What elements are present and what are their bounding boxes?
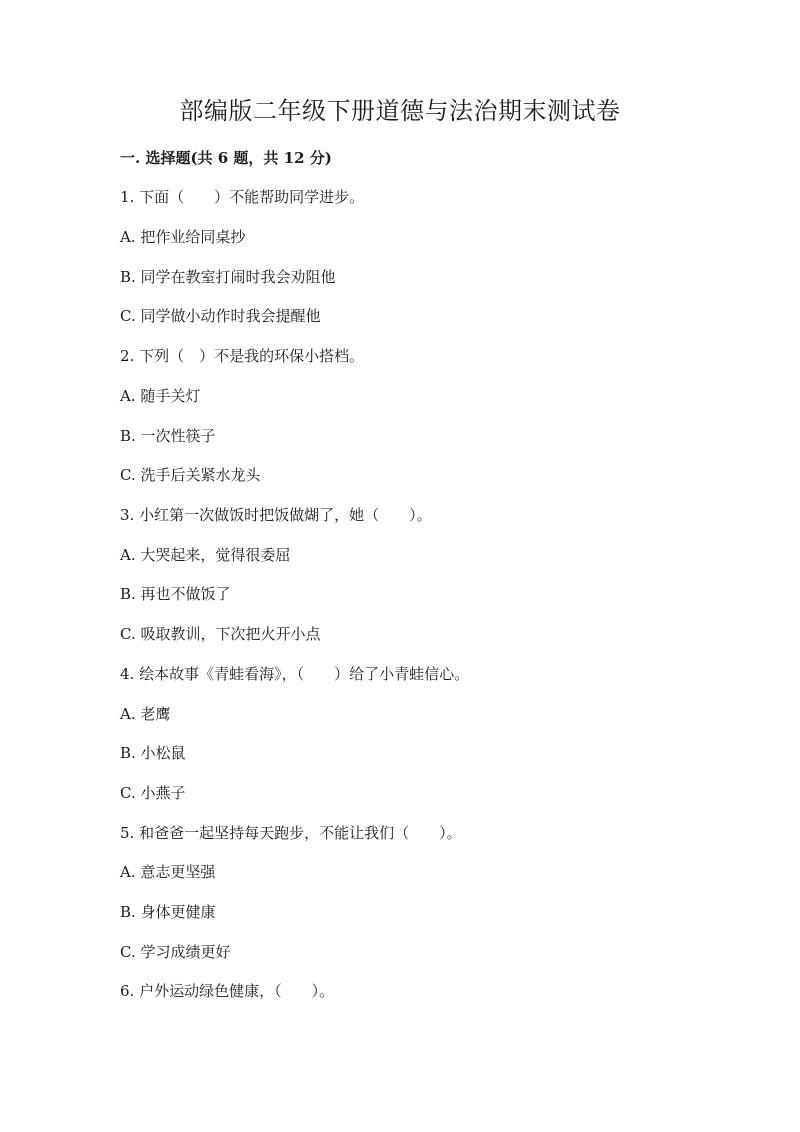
- question-2-option-a: A. 随手关灯: [120, 387, 201, 405]
- question-stem-2: 2. 下列（ ）不是我的环保小搭档。: [120, 347, 365, 365]
- section-header: 一. 选择题(共 6 题，共 12 分): [120, 149, 332, 167]
- question-1-option-b: B. 同学在教室打闹时我会劝阻他: [120, 268, 336, 286]
- question-4-option-a: A. 老鹰: [120, 705, 171, 723]
- question-1-option-a: A. 把作业给同桌抄: [120, 228, 246, 246]
- question-stem-5: 5. 和爸爸一起坚持每天跑步，不能让我们（ ）。: [120, 824, 462, 842]
- question-stem-1: 1. 下面（ ）不能帮助同学进步。: [120, 188, 365, 206]
- question-5-option-c: C. 学习成绩更好: [120, 943, 231, 961]
- question-4-option-c: C. 小燕子: [120, 784, 186, 802]
- question-stem-4: 4. 绘本故事《青蛙看海》，（ ）给了小青蛙信心。: [120, 665, 470, 683]
- question-4-option-b: B. 小松鼠: [120, 744, 186, 762]
- page-title: 部编版二年级下册道德与法治期末测试卷: [179, 97, 621, 125]
- question-3-option-a: A. 大哭起来，觉得很委屈: [120, 546, 291, 564]
- question-5-option-b: B. 身体更健康: [120, 903, 216, 921]
- question-2-option-c: C. 洗手后关紧水龙头: [120, 466, 261, 484]
- question-3-option-c: C. 吸取教训，下次把火开小点: [120, 625, 321, 643]
- question-2-option-b: B. 一次性筷子: [120, 427, 216, 445]
- question-stem-3: 3. 小红第一次做饭时把饭做煳了，她（ ）。: [120, 506, 432, 524]
- question-1-option-c: C. 同学做小动作时我会提醒他: [120, 307, 321, 325]
- question-stem-6: 6. 户外运动绿色健康，（ ）。: [120, 982, 335, 1000]
- question-5-option-a: A. 意志更坚强: [120, 863, 216, 881]
- question-3-option-b: B. 再也不做饭了: [120, 585, 231, 603]
